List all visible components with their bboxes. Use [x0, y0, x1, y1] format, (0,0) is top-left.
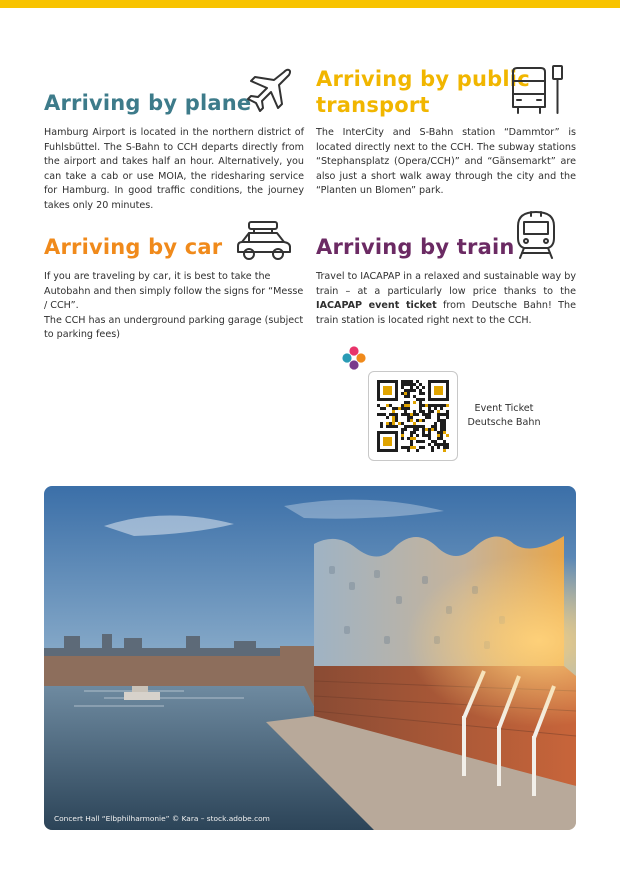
bus-stop-icon — [508, 64, 566, 120]
top-accent-bar — [0, 0, 620, 8]
qr-code-icon[interactable] — [377, 380, 449, 452]
colorful-dots-logo — [340, 344, 370, 374]
car-with-luggage-icon — [232, 218, 294, 266]
elbphilharmonie-photo — [44, 486, 576, 830]
train-text-start: Travel to IACAPAP in a relaxed and sustainable way by train – at a particularly low price thanks to the — [316, 271, 576, 297]
car-heading: Arriving by car — [44, 235, 223, 259]
qr-frame[interactable] — [368, 371, 458, 461]
qr-caption-line2: Deutsche Bahn — [467, 417, 541, 428]
train-heading: Arriving by train — [316, 235, 515, 259]
train-text-end: from Deutsche Bahn! The train station is located right next to the CCH. — [316, 300, 576, 326]
public-transport-heading-line1: Arriving by public — [316, 67, 530, 91]
airplane-icon — [238, 66, 294, 118]
public-transport-heading — [316, 66, 530, 118]
car-text-line1: If you are traveling by car, it is best to take the Autobahn and then simply follow the signs for “Messe / CCH”. — [44, 271, 304, 312]
elbphilharmonie-illustration — [44, 486, 576, 830]
qr-caption-line1: Event Ticket — [474, 403, 534, 414]
public-transport-text: The InterCity and S-Bahn station “Dammtor” is located directly next to the CCH. The subway stations “Stephansplatz (Opera/CCH)” and “Gänsemarkt” are also just a short walk away through the city and the “Planten un Blomen” park. — [316, 127, 576, 197]
car-text-line2: The CCH has an underground parking garage (subject to parking fees) — [44, 314, 304, 341]
plane-text: Hamburg Airport is located in the northern district of Fuhlsbüttel. The S-Bahn to CCH departs directly from the airport and takes half an hour. Alternatively, you can take a cab or use MOIA, the ridesharing service for Hamburg. In good traffic conditions, the journey takes only 20 minutes. — [44, 127, 304, 211]
qr-caption — [462, 402, 546, 430]
event-ticket-bold: IACAPAP event ticket — [316, 300, 437, 312]
photo-credit: Concert Hall “Elbphilharmonie” © Kara – stock.adobe.com — [54, 814, 270, 823]
public-transport-heading-line2: transport — [316, 93, 430, 117]
train-icon — [512, 208, 560, 264]
plane-heading: Arriving by plane — [44, 91, 252, 115]
car-text — [44, 270, 306, 343]
train-text — [316, 270, 576, 328]
